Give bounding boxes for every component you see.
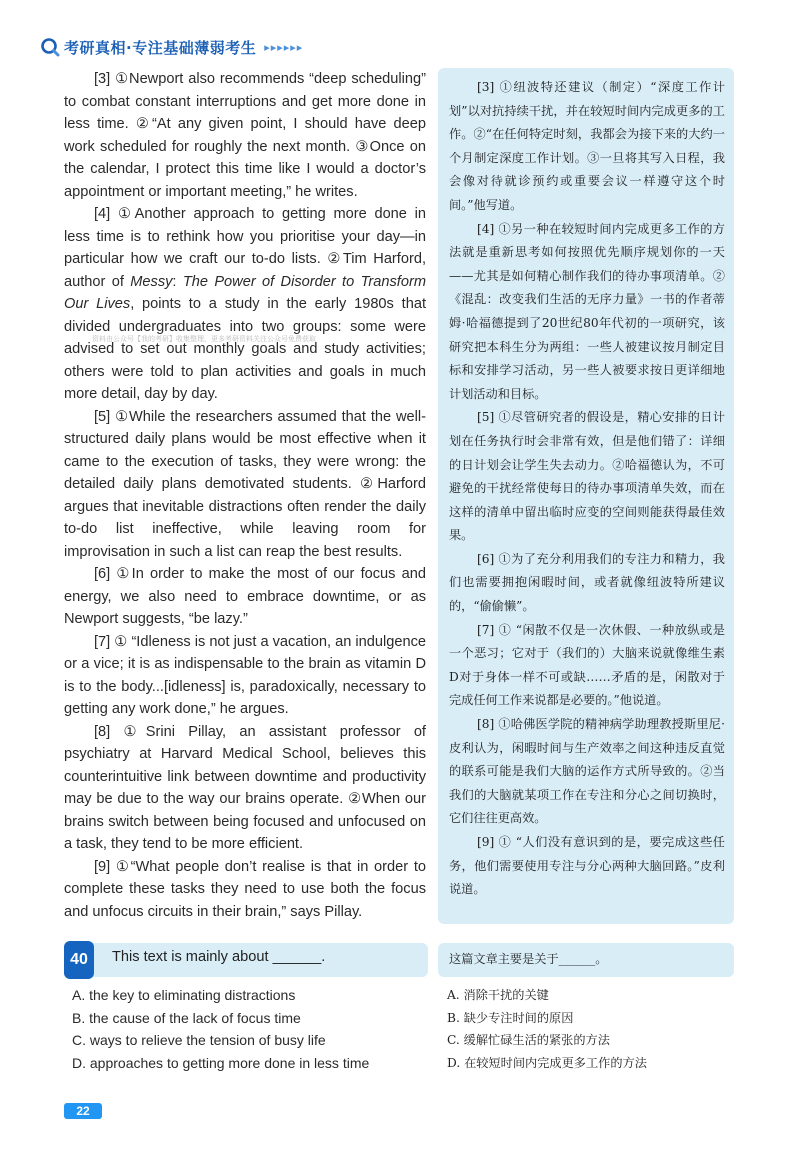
en-paragraph-3: [3] ①Newport also recommends “deep scheduling” to combat constant interruptions and get more done in less time. ②“At any given point, I should have deep work scheduled for roughly the next month. ③Once on the calendar, I protect this time like I would a doctor’s appointment or important meeting,” he writes. [64,71,426,200]
en-p4-colon: : [172,273,183,290]
header-arrows-icon: ▸▸▸▸▸▸ [264,41,304,54]
option-c-cn: C. 缓解忙碌生活的紧张的方法 [447,1033,610,1048]
en-paragraph-4 [64,203,426,406]
option-d: D. approaches to getting more done in less time [72,1055,370,1072]
en-p4-text-b: , points to a study in the early 1980s that divided undergraduates into two groups: some were advised to set out monthly goals and study activities; others were told to plan activities and goals in much more detail, day by day. [64,296,426,402]
question-number-badge: 40 [64,941,94,979]
question-stem-cn: 这篇文章主要是关于______。 [449,952,608,966]
watermark-text: 资料由公众号【我的考研】收集整理，更多考研资料关注公众号免费获取 [92,336,316,343]
en-paragraph-6: [6] ①In order to make the most of our focus and energy, we also need to embrace downtime, or as Newport suggests, “be lazy.” [64,566,426,627]
en-p4-text-a: [4] ①Another approach to getting more done in less time is to rethink how you prioritise your day—in particular how we craft our to-do lists. ②Tim Harford, author of [64,206,426,290]
en-paragraph-5: [5] ①While the researchers assumed that the well-structured daily plans would be most effective when it came to the execution of tasks, they were wrong: the detailed daily plans demotivated students. ②Harford argues that inevitable distractions often render the daily to-do list ineffective, while leaving room for improvisation in such a list can reap the best results. [64,408,426,560]
page-header [40,34,303,60]
en-p4-book-title: Messy [130,273,173,290]
options-english [72,984,369,1075]
en-paragraph-8: [8] ①Srini Pillay, an assistant professor of psychiatry at Harvard Medical School, believes this counterintuitive link between downtime and productivity may be due to the way our brains operate. ②When our brains switch between being focused and unfocused on a task, they tend to be more efficient. [64,723,426,852]
en-paragraph-9: [9] ①“What people don’t realise is that in order to complete these tasks they need to use both the focus and unfocus circuits in their brain,” says Pillay. [64,858,426,920]
cn-paragraph-7: [7] ① “闲散不仅是一次休假、一种放纵或是一个恶习；它对于（我们的）大脑来说就像维生素D对于身体一样不可或缺……矛盾的是，闲散对于完成任何工作来说都是必要的。”他说道。 [449,622,725,708]
chinese-translation [449,76,725,902]
option-a-cn: A. 消除干扰的关键 [447,988,549,1002]
option-c: C. ways to relieve the tension of busy life [72,1032,326,1049]
question-stem: This text is mainly about ______. [112,949,326,965]
english-passage [64,68,426,923]
page-number-badge: 22 [64,1103,102,1119]
cn-paragraph-4: [4] ①另一种在较短时间内完成更多工作的方法就是重新思考如何按照优先顺序规划你的一天——尤其是如何精心制作我们的待办事项清单。②《混乱：改变我们生活的无序力量》一书的作者蒂姆·哈福德提到了20世纪80年代初的一项研究，该研究把本科生分为两组：一些人被建议按月制定目标和安排学习活动，另一些人被要求按日更详细地计划活动和目标。 [449,221,725,401]
cn-paragraph-5: [5] ①尽管研究者的假设是，精心安排的日计划在任务执行时会非常有效，但是他们错了：详细的日计划会让学生失去动力。②哈福德认为，不可避免的干扰经常使每日的待办事项清单失效，而在这样的清单中留出临时应变的空间则能获得最佳效果。 [449,410,725,543]
option-b: B. the cause of the lack of focus time [72,1009,301,1026]
cn-paragraph-9: [9] ① “人们没有意识到的是，要完成这些任务，他们需要使用专注与分心两种大脑回路。”皮利说道。 [449,835,725,897]
option-d-cn: D. 在较短时间内完成更多工作的方法 [447,1056,647,1071]
options-chinese [447,984,647,1075]
search-magnifier-icon [40,37,60,57]
header-title: 考研真相·专注基础薄弱考生 [64,38,257,57]
option-a: A. the key to eliminating distractions [72,987,296,1003]
cn-paragraph-3: [3] ①纽波特还建议（制定）“深度工作计划”以对抗持续干扰，并在较短时间内完成更多的工作。②“在任何特定时刻，我都会为接下来的大约一个月制定深度工作计划。③一旦将其写入日程，我会像对待就诊预约或重要会议一样遵守这个时间。”他写道。 [449,80,725,212]
cn-paragraph-8: [8] ①哈佛医学院的精神病学助理教授斯里尼·皮利认为，闲暇时间与生产效率之间这种违反直觉的联系可能是我们大脑的运作方式所导致的。②当我们的大脑就某项工作在专注和分心之间切换时，它们往往更高效。 [449,717,725,826]
en-paragraph-7: [7] ① “Idleness is not just a vacation, an indulgence or a vice; it is as indispensable to the brain as vitamin D is to the body...[idleness] is, paradoxically, necessary to getting any work done,” he argues. [64,633,426,717]
en-p4-book-subtitle: The Power of Disorder to Transform Our Lives [64,273,426,312]
cn-paragraph-6: [6] ①为了充分利用我们的专注力和精力，我们也需要拥抱闲暇时间，或者就像纽波特所建议的，“偷偷懒”。 [449,551,725,614]
option-b-cn: B. 缺少专注时间的原因 [447,1010,574,1025]
